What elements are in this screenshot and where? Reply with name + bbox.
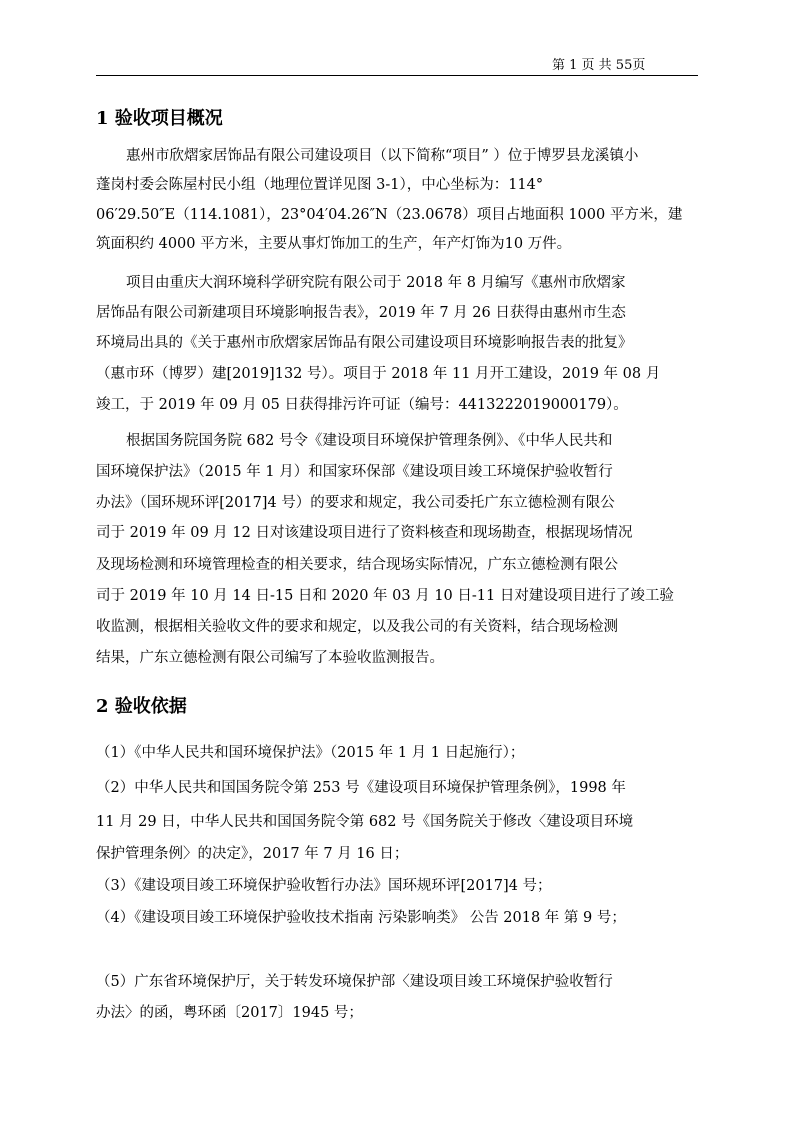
paragraph-line: 收监测，根据相关验收文件的要求和规定，以及我公司的有关资料，结合现场检测	[96, 619, 618, 635]
paragraph-line: 蓬岗村委会陈屋村民小组（地理位置详见图 3-1），中心坐标为：114°	[96, 177, 544, 193]
paragraph-line: 根据国务院国务院 682 号令《建设项目环境保护管理条例》、《中华人民共和	[126, 433, 613, 449]
paragraph-line: 办法》（国环规环评[2017]4 号）的要求和规定，我公司委托广东立德检测有限公	[96, 495, 615, 511]
paragraph-line: 居饰品有限公司新建项目环境影响报告表》，2019 年 7 月 26 日获得由惠州市生态	[96, 305, 626, 321]
page-indicator: 第 1 页 共 55页	[552, 58, 646, 73]
reference-item: （1）《中华人民共和国环境保护法》（2015 年 1 月 1 日起施行）；	[96, 745, 525, 761]
paragraph-line: 结果，广东立德检测有限公司编写了本验收监测报告。	[96, 650, 444, 666]
header-rule	[96, 75, 698, 76]
paragraph-line: 竣工，于 2019 年 09 月 05 日获得排污许可证（编号：4413222019000179）。	[96, 397, 628, 413]
reference-item: （2）中华人民共和国国务院令第 253 号《建设项目环境保护管理条例》，1998 年	[96, 780, 626, 796]
reference-item: （4）《建设项目竣工环境保护验收技术指南 污染影响类》 公告 2018 年 第 9 号；	[96, 910, 626, 926]
reference-item: 11 月 29 日，中华人民共和国国务院令第 682 号《国务院关于修改〈建设项目环境	[96, 814, 634, 830]
paragraph-line: 司于 2019 年 09 月 12 日对该建设项目进行了资料核查和现场勘查，根据现场情况	[96, 525, 633, 541]
paragraph-line: 司于 2019 年 10 月 14 日-15 日和 2020 年 03 月 10 日-11 日对建设项目进行了竣工验	[96, 588, 674, 604]
paragraph-line: 惠州市欣熠家居饰品有限公司建设项目（以下简称“项目” ）位于博罗县龙溪镇小	[126, 148, 639, 164]
section-heading-2: 2 验收依据	[96, 696, 187, 717]
reference-item: （3）《建设项目竣工环境保护验收暂行办法》国环规环评[2017]4 号；	[96, 878, 552, 894]
paragraph-line: 筑面积约 4000 平方米，主要从事灯饰加工的生产，年产灯饰为10 万件。	[96, 236, 572, 252]
reference-item: 办法〉的函，粤环函〔2017〕1945 号；	[96, 1005, 363, 1021]
paragraph-line: 06′29.50″E（114.1081），23°04′04.26″N（23.0678）项目占地面积 1000 平方米，建	[96, 207, 683, 223]
reference-item: 保护管理条例〉的决定》，2017 年 7 月 16 日；	[96, 846, 409, 862]
reference-item: （5）广东省环境保护厅，关于转发环境保护部〈建设项目竣工环境保护验收暂行	[96, 974, 613, 990]
paragraph-line: 环境局出具的《关于惠州市欣熠家居饰品有限公司建设项目环境影响报告表的批复》	[96, 335, 633, 351]
section-heading-1: 1 验收项目概况	[96, 108, 223, 129]
paragraph-line: 及现场检测和环境管理检查的相关要求，结合现场实际情况，广东立德检测有限公	[96, 557, 618, 573]
paragraph-line: 国环境保护法》（2015 年 1 月）和国家环保部《建设项目竣工环境保护验收暂行	[96, 464, 613, 480]
paragraph-line: （惠市环（博罗）建[2019]132 号）。项目于 2018 年 11 月开工建设，2019 年 08 月	[96, 366, 661, 382]
paragraph-line: 项目由重庆大润环境科学研究院有限公司于 2018 年 8 月编写《惠州市欣熠家	[126, 275, 626, 291]
